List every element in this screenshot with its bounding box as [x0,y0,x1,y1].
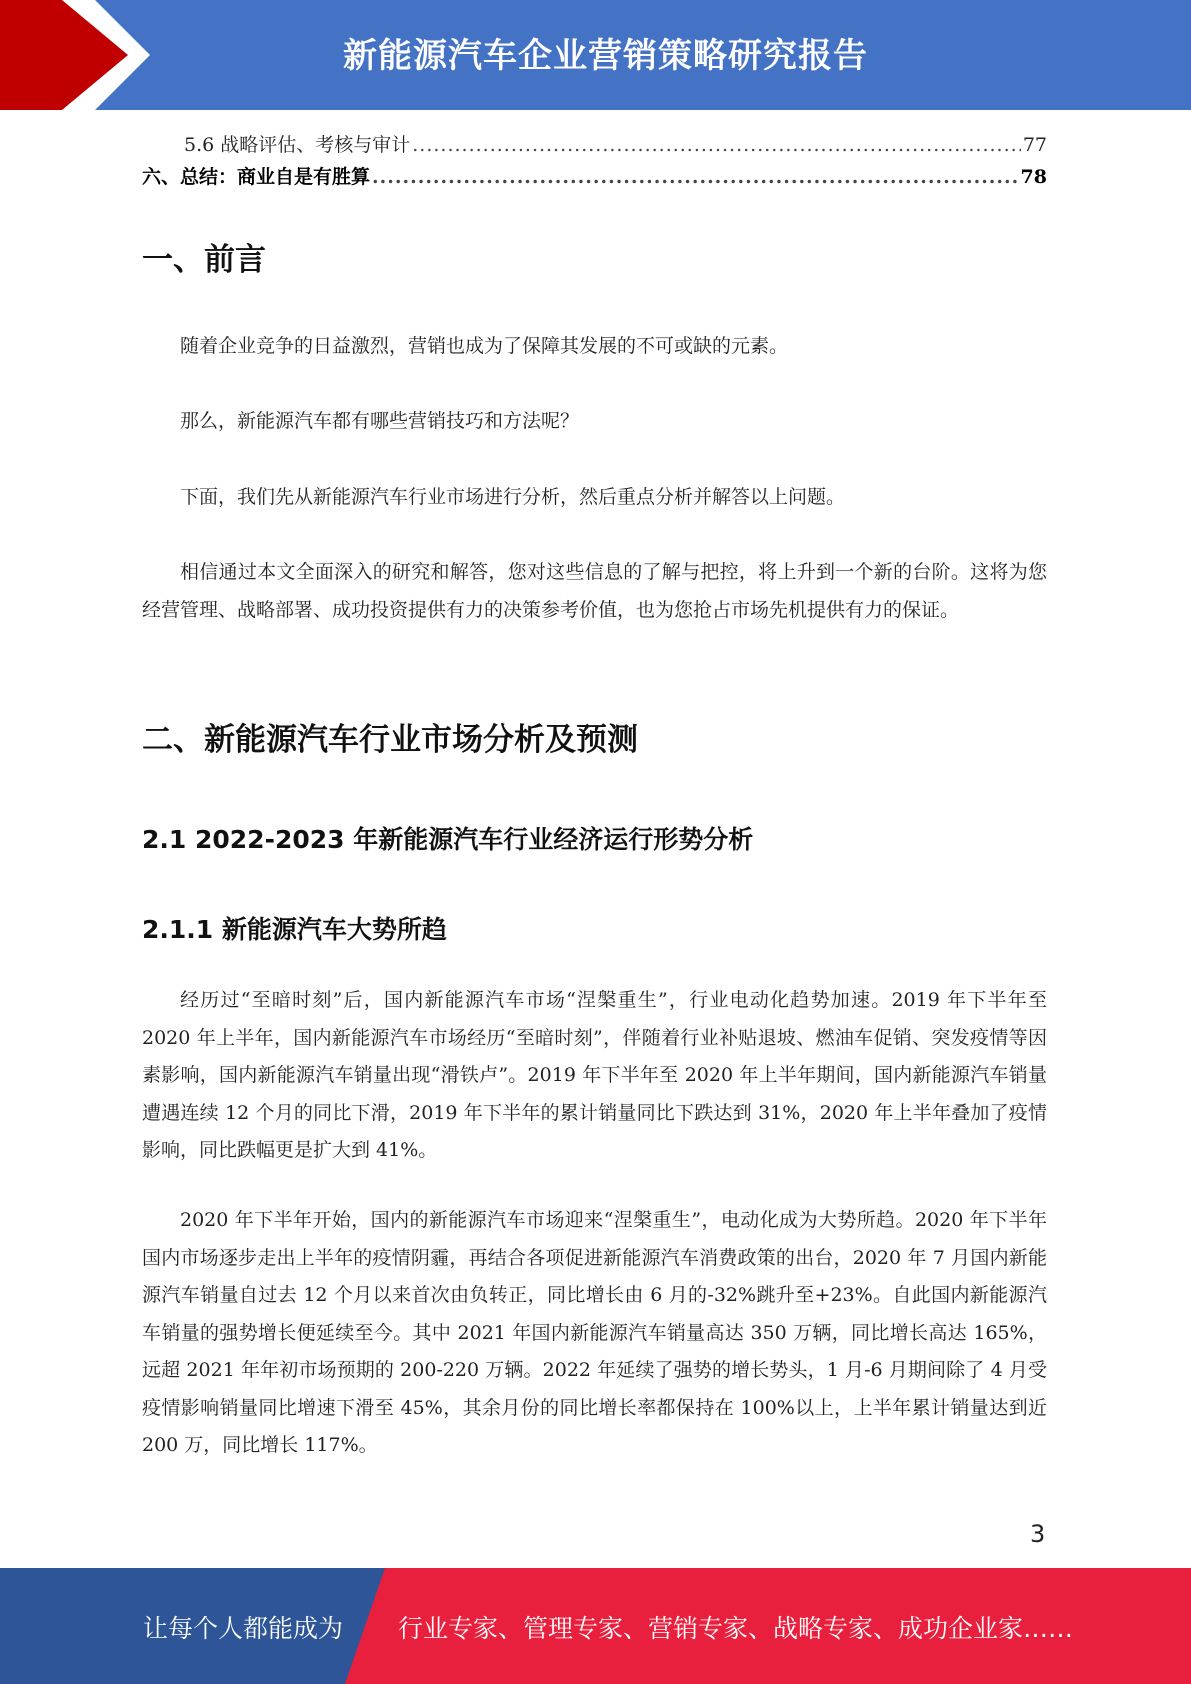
paragraph: 经历过“至暗时刻”后，国内新能源汽车市场“涅槃重生”，行业电动化趋势加速。2019 年下半年至 2020 年上半年，国内新能源汽车市场经历“至暗时刻”，伴随着行业补贴退坡、燃油车促销、突发疫情等因素影响，国内新能源汽车销量出现“滑铁卢”。2019 年下半年至 2020 年上半年期间，国内新能源汽车销量遭遇连续 12 个月的同比下滑，2019 年下半年的累计销量同比下跌达到 31%，2020 年上半年叠加了疫情影响，同比跌幅更是扩大到 41%。 [142,989,1047,1161]
toc-entry-label: 六、总结：商业自是有胜算 [142,166,371,188]
toc-entry[interactable] [142,162,1047,189]
paragraph: 下面，我们先从新能源汽车行业市场进行分析，然后重点分析并解答以上问题。 [180,486,846,508]
page-footer [0,1568,1191,1684]
toc-leader [372,166,1019,188]
toc-leader [412,134,1021,156]
paragraph: 相信通过本文全面深入的研究和解答，您对这些信息的了解与把控，将上升到一个新的台阶。这将为您经营管理、战略部署、成功投资提供有力的决策参考价值，也为您抢占市场先机提供有力的保证。 [142,561,1047,621]
footer-slogan-left: 让每个人都能成为 [143,1614,344,1643]
paragraph: 2020 年下半年开始，国内的新能源汽车市场迎来“涅槃重生”，电动化成为大势所趋。2020 年下半年国内市场逐步走出上半年的疫情阴霾，再结合各项促进新能源汽车消费政策的出台，2020 年 7 月国内新能源汽车销量自过去 12 个月以来首次由负转正，同比增长由 6 月的-32%跳升至+23%。自此国内新能源汽车销量的强势增长便延续至今。其中 2021 年国内新能源汽车销量高达 350 万辆，同比增长高达 165%，远超 2021 年年初市场预期的 200-220 万辆。2022 年延续了强势的增长势头，1 月-6 月期间除了 4 月受疫情影响销量同比增速下滑至 45%，其余月份的同比增长率都保持在 100%以上，上半年累计销量达到近 200 万，同比增长 117%。 [142,1209,1047,1456]
section-heading-2: 二、新能源汽车行业市场分析及预测 [142,722,638,758]
paragraph: 随着企业竞争的日益激烈，营销也成为了保障其发展的不可或缺的元素。 [180,335,789,357]
section-heading-1: 一、前言 [142,242,266,278]
toc-entry[interactable] [184,130,1047,157]
page-number: 3 [1030,1520,1046,1548]
header-title: 新能源汽车企业营销策略研究报告 [343,36,868,76]
subsection-heading-2-1: 2.1 2022-2023 年新能源汽车行业经济运行形势分析 [142,825,754,854]
toc-entry-page: 77 [1022,134,1047,156]
paragraph: 那么，新能源汽车都有哪些营销技巧和方法呢？ [180,410,580,432]
toc-entry-page: 78 [1020,166,1047,188]
toc-entry-label: 5.6 战略评估、考核与审计 [184,134,411,156]
page-header [0,0,1191,110]
subsection-heading-2-1-1: 2.1.1 新能源汽车大势所趋 [142,915,447,944]
footer-slogan-right: 行业专家、管理专家、营销专家、战略专家、成功企业家…… [398,1614,1074,1643]
